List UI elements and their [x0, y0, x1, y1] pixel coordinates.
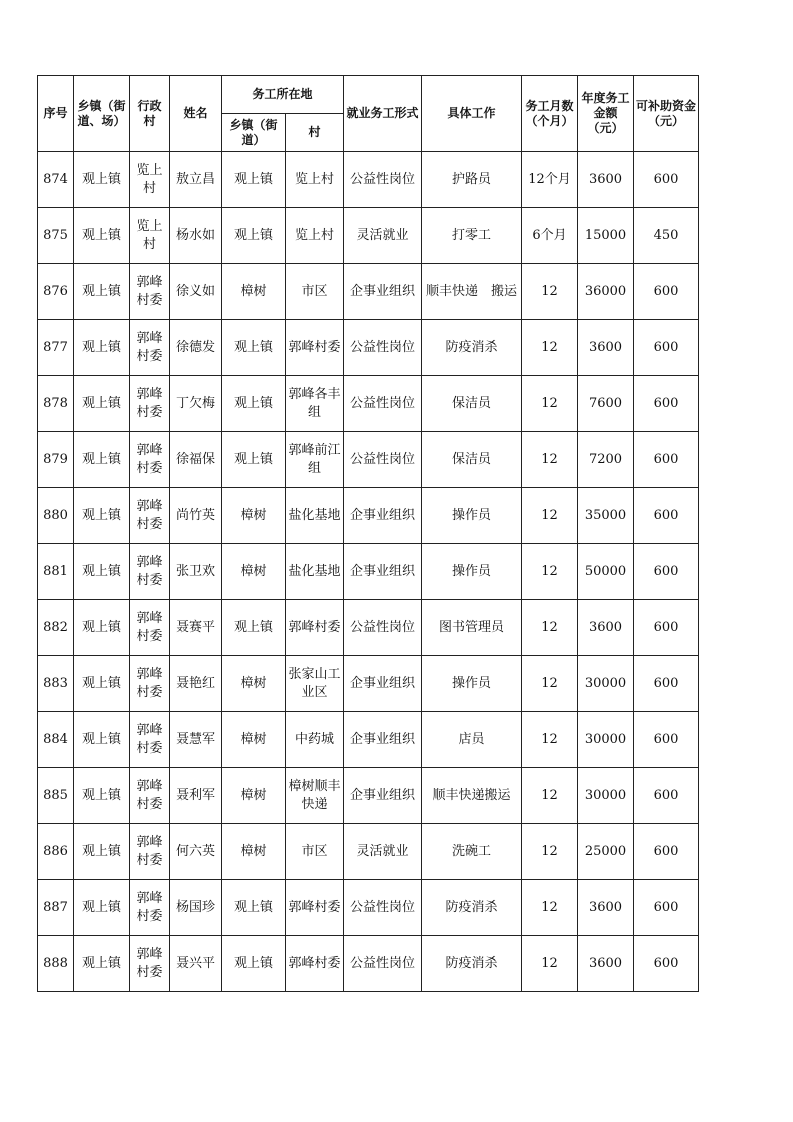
header-work-village: 村 — [286, 114, 344, 152]
cell-village: 郭峰村委 — [130, 712, 170, 768]
cell-job: 防疫消杀 — [422, 320, 522, 376]
cell-seq: 883 — [38, 656, 74, 712]
cell-village: 郭峰村委 — [130, 600, 170, 656]
cell-employment-form: 公益性岗位 — [344, 936, 422, 992]
table-row — [38, 656, 699, 712]
cell-work-village: 盐化基地 — [286, 488, 344, 544]
cell-annual-income: 3600 — [578, 880, 634, 936]
cell-subsidy: 600 — [634, 544, 699, 600]
cell-employment-form: 灵活就业 — [344, 824, 422, 880]
cell-name: 敖立昌 — [170, 152, 222, 208]
header-township: 乡镇（街道、场） — [74, 76, 130, 152]
cell-annual-income: 50000 — [578, 544, 634, 600]
cell-name: 丁欠梅 — [170, 376, 222, 432]
cell-subsidy: 600 — [634, 712, 699, 768]
header-employment-form: 就业务工形式 — [344, 76, 422, 152]
cell-work-village: 张家山工业区 — [286, 656, 344, 712]
cell-work-township: 观上镇 — [222, 152, 286, 208]
cell-annual-income: 30000 — [578, 712, 634, 768]
cell-name: 杨水如 — [170, 208, 222, 264]
cell-work-township: 樟树 — [222, 824, 286, 880]
cell-employment-form: 公益性岗位 — [344, 880, 422, 936]
cell-work-township: 观上镇 — [222, 936, 286, 992]
cell-subsidy: 600 — [634, 880, 699, 936]
table-row — [38, 712, 699, 768]
header-annual-income: 年度务工金额（元） — [578, 76, 634, 152]
cell-annual-income: 15000 — [578, 208, 634, 264]
cell-work-village: 郭峰村委 — [286, 600, 344, 656]
table-row — [38, 152, 699, 208]
cell-work-village: 郭峰村委 — [286, 320, 344, 376]
cell-township: 观上镇 — [74, 208, 130, 264]
cell-seq: 888 — [38, 936, 74, 992]
cell-village: 览上村 — [130, 208, 170, 264]
header-subsidy: 可补助资金（元） — [634, 76, 699, 152]
cell-work-village: 市区 — [286, 264, 344, 320]
cell-work-village: 市区 — [286, 824, 344, 880]
table-row — [38, 880, 699, 936]
cell-name: 杨国珍 — [170, 880, 222, 936]
cell-subsidy: 450 — [634, 208, 699, 264]
cell-job: 图书管理员 — [422, 600, 522, 656]
cell-work-village: 樟树顺丰快递 — [286, 768, 344, 824]
cell-work-village: 郭峰前江组 — [286, 432, 344, 488]
cell-annual-income: 7200 — [578, 432, 634, 488]
cell-work-township: 樟树 — [222, 488, 286, 544]
cell-subsidy: 600 — [634, 656, 699, 712]
cell-seq: 878 — [38, 376, 74, 432]
header-seq: 序号 — [38, 76, 74, 152]
cell-work-village: 盐化基地 — [286, 544, 344, 600]
cell-months: 12 — [522, 712, 578, 768]
cell-annual-income: 36000 — [578, 264, 634, 320]
header-months: 务工月数（个月） — [522, 76, 578, 152]
cell-subsidy: 600 — [634, 824, 699, 880]
cell-township: 观上镇 — [74, 768, 130, 824]
cell-employment-form: 企事业组织 — [344, 656, 422, 712]
cell-village: 郭峰村委 — [130, 376, 170, 432]
table-row — [38, 320, 699, 376]
cell-annual-income: 3600 — [578, 152, 634, 208]
cell-village: 郭峰村委 — [130, 656, 170, 712]
cell-annual-income: 3600 — [578, 320, 634, 376]
cell-name: 徐福保 — [170, 432, 222, 488]
cell-job: 打零工 — [422, 208, 522, 264]
cell-employment-form: 公益性岗位 — [344, 320, 422, 376]
table-row — [38, 208, 699, 264]
cell-job: 顺丰快递搬运 — [422, 768, 522, 824]
cell-village: 郭峰村委 — [130, 936, 170, 992]
cell-work-village: 览上村 — [286, 152, 344, 208]
cell-months: 12 — [522, 488, 578, 544]
cell-name: 聂兴平 — [170, 936, 222, 992]
cell-township: 观上镇 — [74, 432, 130, 488]
table-row — [38, 544, 699, 600]
cell-job: 店员 — [422, 712, 522, 768]
cell-name: 尚竹英 — [170, 488, 222, 544]
cell-employment-form: 灵活就业 — [344, 208, 422, 264]
cell-months: 6个月 — [522, 208, 578, 264]
cell-work-township: 观上镇 — [222, 880, 286, 936]
cell-job: 顺丰快递 搬运 — [422, 264, 522, 320]
cell-employment-form: 企事业组织 — [344, 544, 422, 600]
cell-seq: 880 — [38, 488, 74, 544]
cell-work-township: 樟树 — [222, 656, 286, 712]
cell-months: 12 — [522, 656, 578, 712]
cell-township: 观上镇 — [74, 880, 130, 936]
cell-village: 郭峰村委 — [130, 488, 170, 544]
cell-annual-income: 30000 — [578, 656, 634, 712]
table-row — [38, 376, 699, 432]
cell-seq: 881 — [38, 544, 74, 600]
cell-seq: 886 — [38, 824, 74, 880]
cell-employment-form: 公益性岗位 — [344, 432, 422, 488]
cell-job: 防疫消杀 — [422, 936, 522, 992]
cell-annual-income: 35000 — [578, 488, 634, 544]
cell-months: 12 — [522, 264, 578, 320]
cell-village: 郭峰村委 — [130, 880, 170, 936]
cell-work-village: 中药城 — [286, 712, 344, 768]
table-row — [38, 264, 699, 320]
cell-job: 操作员 — [422, 488, 522, 544]
cell-seq: 884 — [38, 712, 74, 768]
table-header — [38, 76, 699, 152]
cell-work-township: 樟树 — [222, 544, 286, 600]
header-work-township: 乡镇（街道） — [222, 114, 286, 152]
cell-township: 观上镇 — [74, 824, 130, 880]
cell-village: 郭峰村委 — [130, 264, 170, 320]
cell-seq: 874 — [38, 152, 74, 208]
cell-subsidy: 600 — [634, 488, 699, 544]
cell-subsidy: 600 — [634, 264, 699, 320]
cell-subsidy: 600 — [634, 432, 699, 488]
cell-work-township: 樟树 — [222, 264, 286, 320]
cell-township: 观上镇 — [74, 656, 130, 712]
cell-subsidy: 600 — [634, 600, 699, 656]
cell-township: 观上镇 — [74, 264, 130, 320]
cell-village: 览上村 — [130, 152, 170, 208]
cell-township: 观上镇 — [74, 152, 130, 208]
cell-name: 聂艳红 — [170, 656, 222, 712]
employment-subsidy-table — [37, 75, 699, 992]
cell-seq: 879 — [38, 432, 74, 488]
cell-annual-income: 7600 — [578, 376, 634, 432]
cell-months: 12 — [522, 936, 578, 992]
cell-job: 护路员 — [422, 152, 522, 208]
cell-work-township: 观上镇 — [222, 376, 286, 432]
cell-employment-form: 公益性岗位 — [344, 600, 422, 656]
cell-work-township: 观上镇 — [222, 432, 286, 488]
table-row — [38, 432, 699, 488]
cell-annual-income: 30000 — [578, 768, 634, 824]
cell-employment-form: 企事业组织 — [344, 712, 422, 768]
cell-months: 12 — [522, 544, 578, 600]
cell-name: 徐义如 — [170, 264, 222, 320]
cell-work-township: 樟树 — [222, 768, 286, 824]
cell-months: 12个月 — [522, 152, 578, 208]
cell-township: 观上镇 — [74, 488, 130, 544]
cell-annual-income: 25000 — [578, 824, 634, 880]
cell-township: 观上镇 — [74, 320, 130, 376]
header-job: 具体工作 — [422, 76, 522, 152]
cell-work-township: 樟树 — [222, 712, 286, 768]
cell-annual-income: 3600 — [578, 600, 634, 656]
cell-subsidy: 600 — [634, 768, 699, 824]
cell-work-village: 览上村 — [286, 208, 344, 264]
cell-job: 防疫消杀 — [422, 880, 522, 936]
cell-subsidy: 600 — [634, 320, 699, 376]
cell-township: 观上镇 — [74, 544, 130, 600]
table-row — [38, 936, 699, 992]
cell-job: 操作员 — [422, 544, 522, 600]
cell-seq: 887 — [38, 880, 74, 936]
cell-months: 12 — [522, 376, 578, 432]
cell-township: 观上镇 — [74, 712, 130, 768]
cell-seq: 885 — [38, 768, 74, 824]
cell-township: 观上镇 — [74, 600, 130, 656]
cell-job: 保洁员 — [422, 432, 522, 488]
cell-employment-form: 公益性岗位 — [344, 376, 422, 432]
cell-work-village: 郭峰村委 — [286, 880, 344, 936]
cell-job: 操作员 — [422, 656, 522, 712]
cell-name: 徐德发 — [170, 320, 222, 376]
header-name: 姓名 — [170, 76, 222, 152]
cell-employment-form: 企事业组织 — [344, 264, 422, 320]
cell-months: 12 — [522, 880, 578, 936]
cell-employment-form: 公益性岗位 — [344, 152, 422, 208]
cell-village: 郭峰村委 — [130, 320, 170, 376]
cell-township: 观上镇 — [74, 376, 130, 432]
cell-subsidy: 600 — [634, 376, 699, 432]
table-row — [38, 488, 699, 544]
cell-village: 郭峰村委 — [130, 544, 170, 600]
cell-name: 何六英 — [170, 824, 222, 880]
cell-work-township: 观上镇 — [222, 320, 286, 376]
cell-months: 12 — [522, 320, 578, 376]
table-row — [38, 768, 699, 824]
cell-months: 12 — [522, 768, 578, 824]
header-village: 行政村 — [130, 76, 170, 152]
cell-months: 12 — [522, 432, 578, 488]
cell-work-village: 郭峰村委 — [286, 936, 344, 992]
cell-village: 郭峰村委 — [130, 824, 170, 880]
cell-name: 张卫欢 — [170, 544, 222, 600]
cell-seq: 875 — [38, 208, 74, 264]
header-work-location: 务工所在地 — [222, 76, 344, 114]
cell-name: 聂赛平 — [170, 600, 222, 656]
cell-months: 12 — [522, 600, 578, 656]
table-row — [38, 824, 699, 880]
cell-seq: 882 — [38, 600, 74, 656]
cell-village: 郭峰村委 — [130, 432, 170, 488]
cell-months: 12 — [522, 824, 578, 880]
cell-work-village: 郭峰各丰组 — [286, 376, 344, 432]
cell-work-township: 观上镇 — [222, 208, 286, 264]
table-row — [38, 600, 699, 656]
cell-employment-form: 企事业组织 — [344, 768, 422, 824]
cell-name: 聂利军 — [170, 768, 222, 824]
table-body — [38, 152, 699, 992]
cell-name: 聂慧军 — [170, 712, 222, 768]
cell-seq: 877 — [38, 320, 74, 376]
cell-job: 洗碗工 — [422, 824, 522, 880]
cell-subsidy: 600 — [634, 152, 699, 208]
cell-job: 保洁员 — [422, 376, 522, 432]
cell-township: 观上镇 — [74, 936, 130, 992]
cell-annual-income: 3600 — [578, 936, 634, 992]
cell-subsidy: 600 — [634, 936, 699, 992]
cell-employment-form: 企事业组织 — [344, 488, 422, 544]
cell-village: 郭峰村委 — [130, 768, 170, 824]
cell-seq: 876 — [38, 264, 74, 320]
cell-work-township: 观上镇 — [222, 600, 286, 656]
